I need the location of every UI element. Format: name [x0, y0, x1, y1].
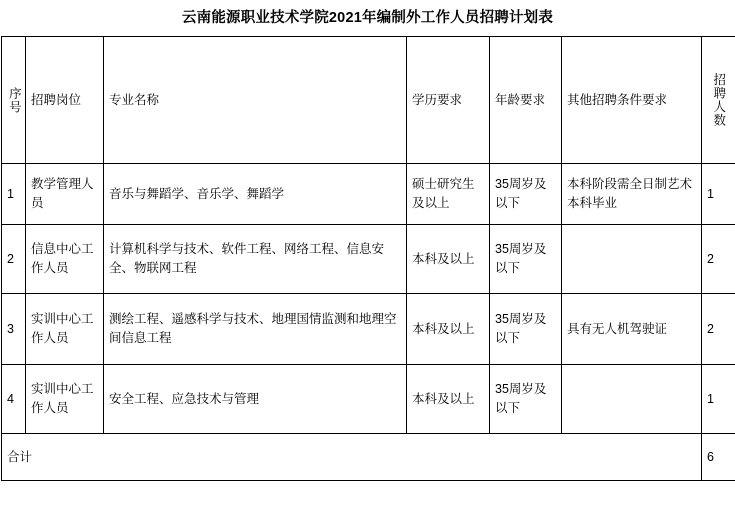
- total-count: 6: [702, 434, 735, 481]
- header-other-label: 其他招聘条件要求: [567, 92, 668, 107]
- row-index: 3: [2, 294, 26, 365]
- row-count: 2: [702, 225, 735, 294]
- header-post-label: 招聘岗位: [31, 92, 82, 107]
- page-title: 云南能源职业技术学院2021年编制外工作人员招聘计划表: [181, 10, 554, 26]
- row-education: 本科及以上: [407, 294, 490, 365]
- row-index: 2: [2, 225, 26, 294]
- table-total-row: [2, 434, 735, 481]
- header-major-label: 专业名称: [109, 92, 160, 107]
- header-education-label: 学历要求: [412, 92, 463, 107]
- table-header-row: [2, 37, 735, 164]
- total-label: 合计: [2, 434, 702, 481]
- table-row: [2, 164, 735, 225]
- header-education: [407, 37, 490, 164]
- row-post: 实训中心工作人员: [26, 294, 104, 365]
- row-index: 1: [2, 164, 26, 225]
- row-age: 35周岁及以下: [490, 294, 562, 365]
- row-age: 35周岁及以下: [490, 365, 562, 434]
- header-index-label: 序号: [7, 86, 22, 114]
- row-count: 1: [702, 365, 735, 434]
- row-major: 安全工程、应急技术与管理: [104, 365, 407, 434]
- row-other: [562, 225, 702, 294]
- header-count: [702, 37, 735, 164]
- row-other: 具有无人机驾驶证: [562, 294, 702, 365]
- header-count-label: 招聘人数: [711, 73, 726, 128]
- table-row: [2, 365, 735, 434]
- header-major: [104, 37, 407, 164]
- row-age: 35周岁及以下: [490, 164, 562, 225]
- header-index: [2, 37, 26, 164]
- header-age: [490, 37, 562, 164]
- row-post: 实训中心工作人员: [26, 365, 104, 434]
- row-post: 教学管理人员: [26, 164, 104, 225]
- recruitment-plan-table: [1, 36, 735, 481]
- header-other: [562, 37, 702, 164]
- row-count: 2: [702, 294, 735, 365]
- header-age-label: 年龄要求: [495, 92, 546, 107]
- row-other: 本科阶段需全日制艺术本科毕业: [562, 164, 702, 225]
- row-education: 本科及以上: [407, 365, 490, 434]
- row-index: 4: [2, 365, 26, 434]
- row-age: 35周岁及以下: [490, 225, 562, 294]
- row-education: 本科及以上: [407, 225, 490, 294]
- table-row: [2, 225, 735, 294]
- row-education: 硕士研究生及以上: [407, 164, 490, 225]
- row-major: 测绘工程、遥感科学与技术、地理国情监测和地理空间信息工程: [104, 294, 407, 365]
- row-other: [562, 365, 702, 434]
- row-post: 信息中心工作人员: [26, 225, 104, 294]
- row-major: 音乐与舞蹈学、音乐学、舞蹈学: [104, 164, 407, 225]
- header-post: [26, 37, 104, 164]
- row-count: 1: [702, 164, 735, 225]
- table-row: [2, 294, 735, 365]
- row-major: 计算机科学与技术、软件工程、网络工程、信息安全、物联网工程: [104, 225, 407, 294]
